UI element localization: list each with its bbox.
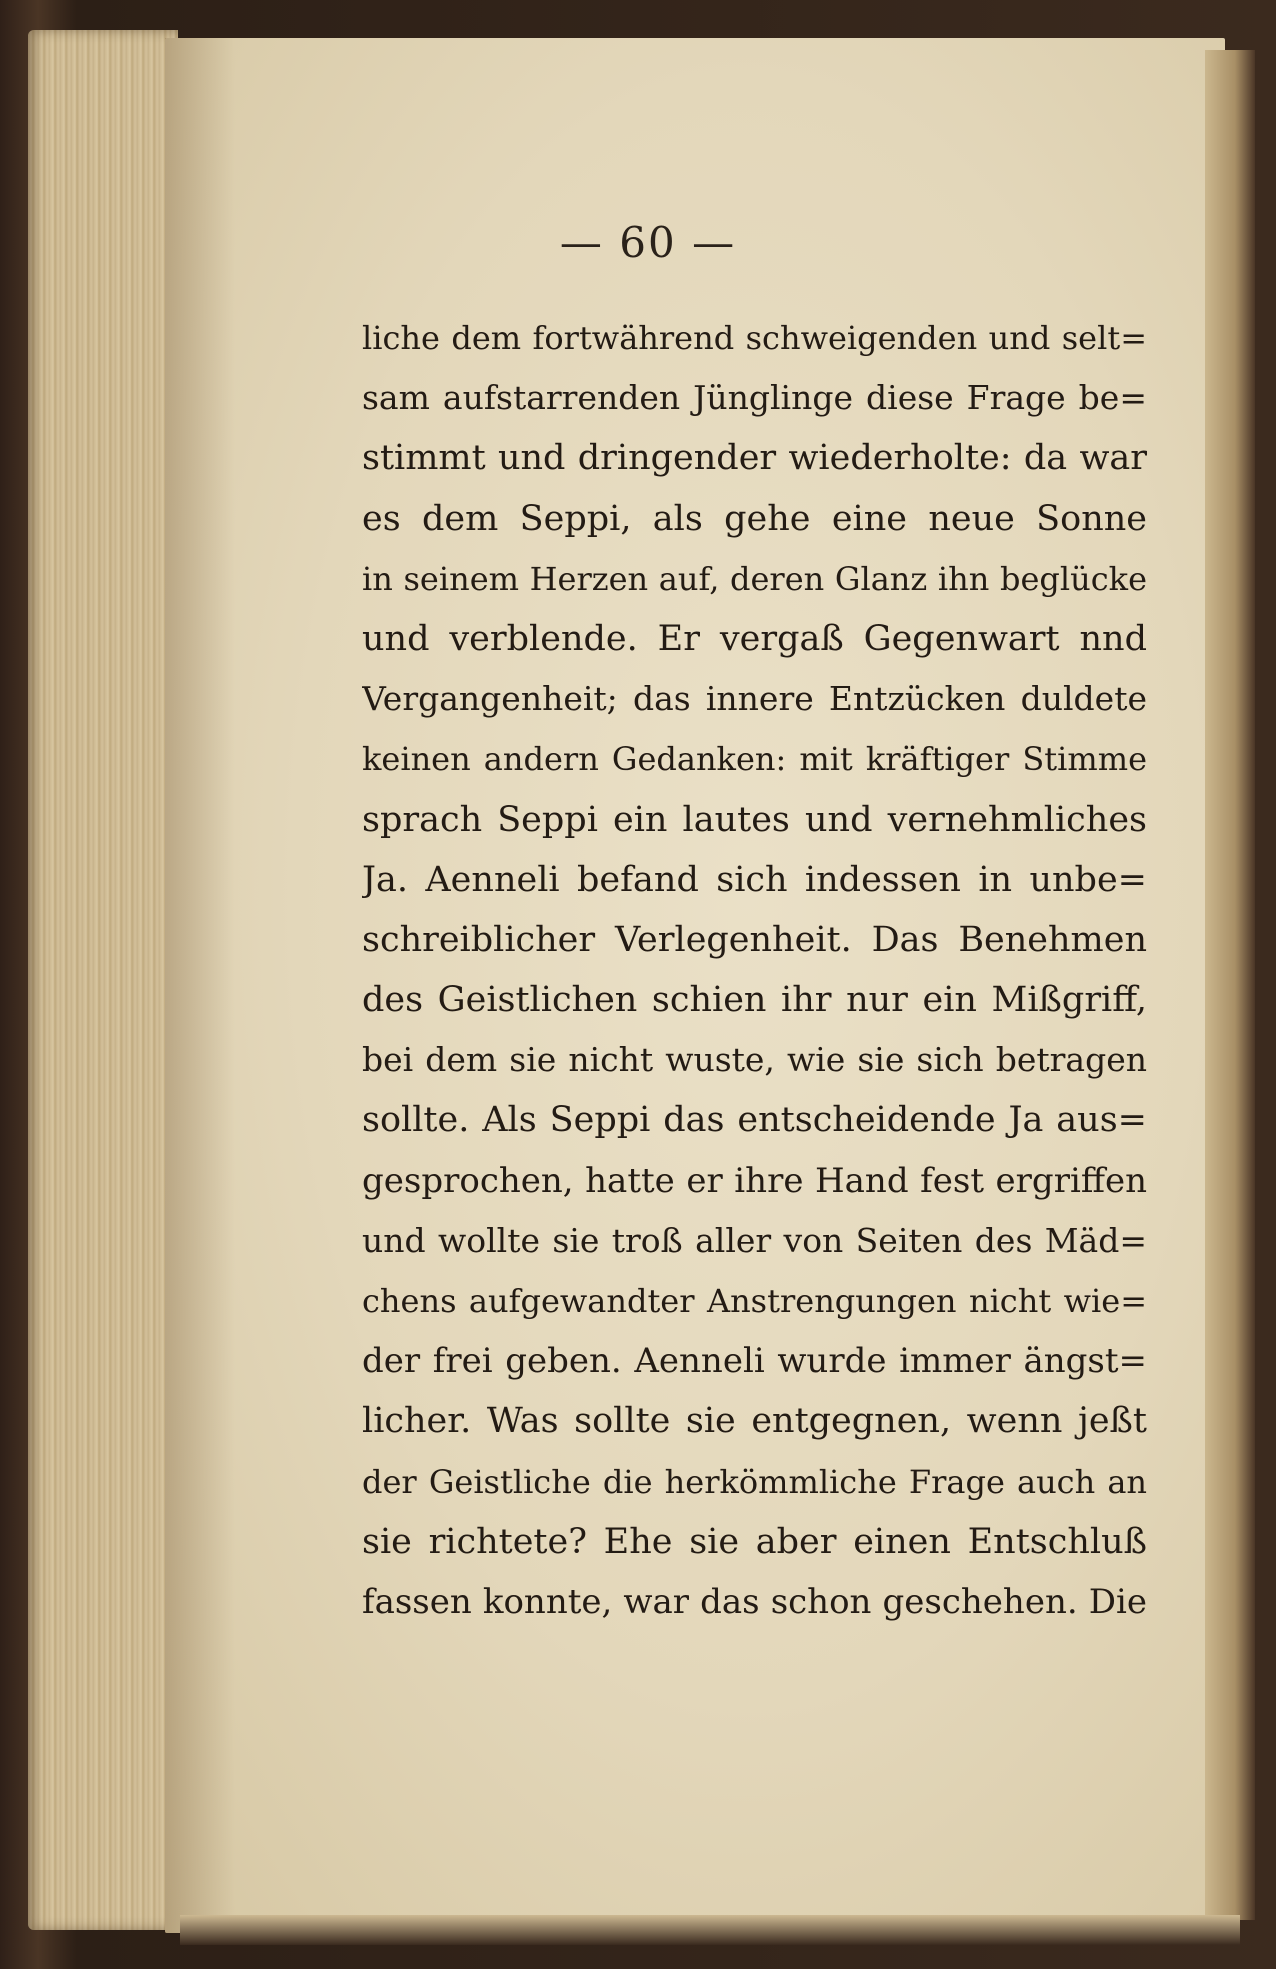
text-line: der frei geben. Aenneli wurde immer ängst=	[362, 1341, 1147, 1382]
text-line: stimmt und dringender wiederholte: da war	[362, 438, 1147, 479]
text-line: fassen konnte, war das schon geschehen. Die	[362, 1581, 1147, 1622]
text-line: schreiblicher Verlegenheit. Das Benehmen	[362, 919, 1147, 960]
text-line: der Geistliche die herkömmliche Frage auch an	[362, 1462, 1147, 1501]
text-line: licher. Was sollte sie entgegnen, wenn jeßt	[362, 1401, 1147, 1442]
text-line: es dem Seppi, als gehe eine neue Sonne	[362, 498, 1147, 539]
gutter-shadow	[165, 38, 235, 1933]
text-line: in seinem Herzen auf, deren Glanz ihn beglücke	[362, 559, 1147, 598]
text-line: Ja. Aenneli befand sich indessen in unbe=	[362, 859, 1147, 900]
text-line: liche dem fortwährend schweigenden und selt=	[362, 319, 1147, 357]
page-right-edge	[1205, 50, 1255, 1920]
text-line: sie richtete? Ehe sie aber einen Entschluß	[362, 1521, 1147, 1562]
text-line: und wollte sie troß aller von Seiten des Mäd=	[362, 1220, 1147, 1260]
page-number: — 60 —	[559, 218, 737, 267]
text-line: sprach Seppi ein lautes und vernehmliches	[362, 799, 1147, 840]
text-line: sollte. Als Seppi das entscheidende Ja aus=	[362, 1100, 1147, 1141]
text-line: keinen andern Gedanken: mit kräftiger Stimme	[362, 740, 1147, 779]
text-line: chens aufgewandter Anstrengungen nicht wie=	[362, 1282, 1147, 1320]
text-line: Vergangenheit; das innere Entzücken duldete	[362, 679, 1147, 719]
text-line: des Geistlichen schien ihr nur ein Mißgriff,	[362, 980, 1147, 1021]
text-line: gesprochen, hatte er ihre Hand fest ergriffen	[362, 1160, 1147, 1201]
page-edges	[28, 30, 178, 1930]
body-text	[362, 308, 1147, 1632]
page-bottom-edge	[180, 1915, 1240, 1945]
text-line: und verblende. Er vergaß Gegenwart nnd	[362, 618, 1147, 659]
text-line: bei dem sie nicht wuste, wie sie sich betragen	[362, 1040, 1147, 1080]
text-line: sam aufstarrenden Jünglinge diese Frage be=	[362, 378, 1147, 418]
